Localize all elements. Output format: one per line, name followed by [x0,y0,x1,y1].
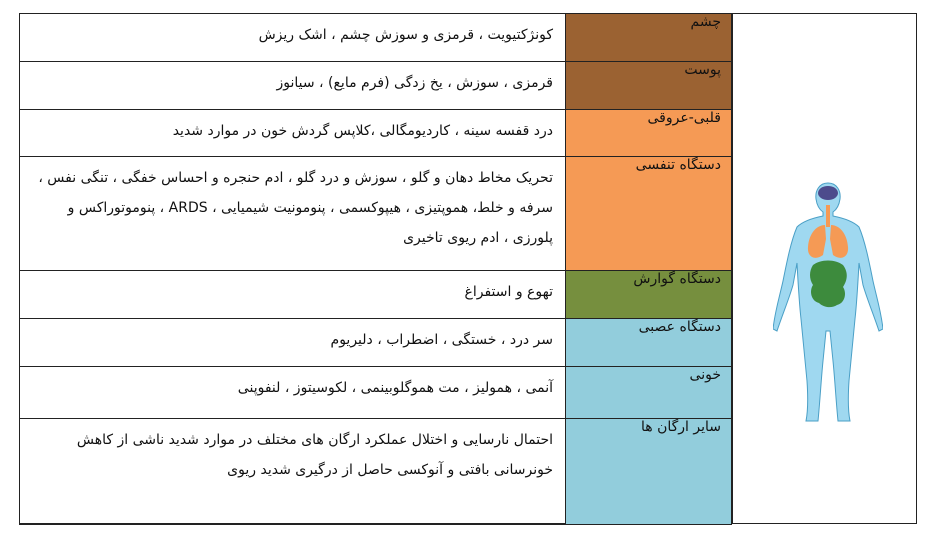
symptom-cell: آنمی ، همولیز ، مت هموگلوبینمی ، لکوسیتوز ، لنفوپنی [20,367,566,419]
organ-label-cell [566,110,732,157]
table-row [20,157,732,271]
organ-label-cell [566,319,732,367]
figure-cell [732,13,917,524]
symptom-cell: احتمال نارسایی و اختلال عملکرد ارگان های مختلف در موارد شدید ناشی از کاهش خونرسانی بافتی و آنوکسی حاصل از درگیری شدید ریوی [20,419,566,525]
trachea-shape [826,205,830,227]
symptom-cell: درد قفسه سینه ، کاردیومگالی ،کلاپس گردش خون در موارد شدید [20,110,566,157]
symptom-cell: قرمزی ، سوزش ، یخ زدگی (فرم مایع) ، سیانوز [20,62,566,110]
organ-label-cell [566,14,732,62]
organ-label: دستگاه عصبی [638,319,721,335]
organ-label: دستگاه گوارش [633,271,721,287]
organ-label-cell [566,157,732,271]
organ-label: چشم [690,14,721,30]
table-row [20,319,732,367]
organ-label-cell [566,419,732,525]
brain-shape [818,186,838,200]
organ-label-cell [566,271,732,319]
table-row [20,14,732,62]
table-row [20,367,732,419]
organ-label: خونی [689,367,721,383]
human-body-organs-icon [773,181,883,429]
organ-label: قلبی-عروقی [647,110,721,126]
organ-label-cell [566,367,732,419]
symptom-cell: تحریک مخاط دهان و گلو ، سوزش و درد گلو ، ادم حنجره و احساس خفگی ، تنگی نفس ، سرفه و خلط، هموپتیزی ، هیپوکسمی ، پنومونیت شیمیایی ، ARDS ، پنوموتوراکس و پلورزی ، ادم ریوی تاخیری [20,157,566,271]
symptom-cell: تهوع و استفراغ [20,271,566,319]
organ-label: پوست [684,62,721,78]
organ-label: سایر ارگان ها [640,419,721,435]
table-row [20,271,732,319]
table-row [20,419,732,525]
table-row [20,62,732,110]
symptoms-table [19,13,732,525]
table-row [20,110,732,157]
symptom-cell: سر درد ، خستگی ، اضطراب ، دلیریوم [20,319,566,367]
symptom-cell: کونژکتیویت ، قرمزی و سوزش چشم ، اشک ریزش [20,14,566,62]
organ-label: دستگاه تنفسی [635,157,721,173]
organ-label-cell [566,62,732,110]
digestive-system-shape [810,261,847,308]
